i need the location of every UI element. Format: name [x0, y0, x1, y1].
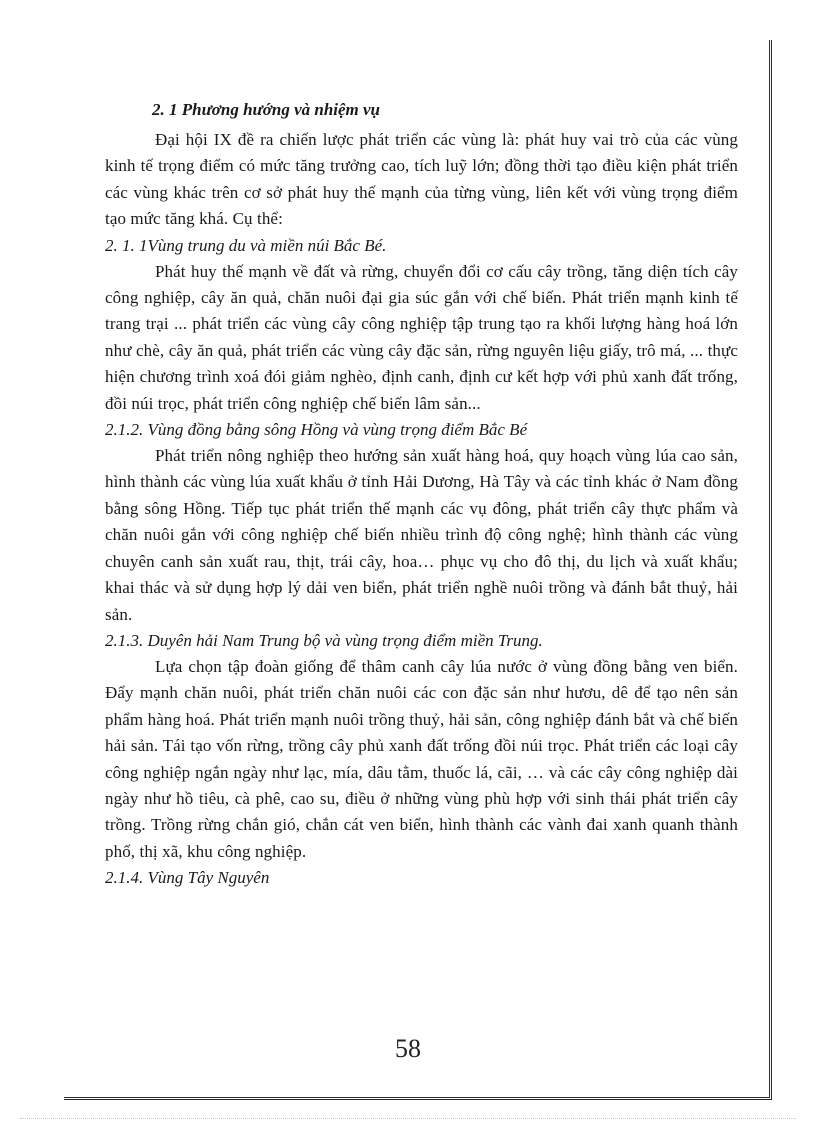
page-number: 58 [395, 1034, 421, 1063]
intro-paragraph: Đại hội IX đề ra chiến lược phát triển các vùng là: phát huy vai trò của các vùng kinh tế trọng điểm có mức tăng trưởng cao, tích luỹ lớn; đồng thời tạo điều kiện phát triển các vùng khác trên cơ sở phát huy thế mạnh của từng vùng, liên kết với vùng trọng điểm tạo mức tăng khá. Cụ thể: [105, 130, 738, 229]
subsection-paragraph-2-1-1: Phát huy thế mạnh về đất và rừng, chuyển đổi cơ cấu cây trồng, tăng diện tích cây công nghiệp, cây ăn quả, chăn nuôi đại gia súc gắn với chế biến. Phát triển mạnh kinh tế trang trại ... phát triển các vùng cây công nghiệp tập trung tạo ra khối lượng hàng hoá lớn như chè, cây ăn quả, phát triển các vùng cây đặc sản, rừng nguyên liệu giấy, trô má, ... thực hiện chương trình xoá đói giảm nghèo, định canh, định cư kết hợp với phủ xanh đất trống, đồi núi trọc, phát triển công nghiệp chế biến lâm sản... [105, 261, 738, 413]
subsection-paragraph-2-1-3: Lựa chọn tập đoàn giống để thâm canh cây lúa nước ở vùng đồng bằng ven biển. Đẩy mạnh chăn nuôi, phát triển chăn nuôi các con đặc sản như hươu, dê để tạo nên sản phẩm hàng hoá. Phát triển mạnh nuôi trồng thuỷ, hải sản, công nghiệp đánh bắt và chế biến hải sản. Tái tạo vốn rừng, trồng cây phủ xanh đất trống đồi núi trọc. Phát triển các loại cây công nghiệp ngắn ngày như lạc, mía, dâu tằm, thuốc lá, cãi, … và các cây công nghiệp dài ngày như hồ tiêu, cà phê, cao su, điều ở những vùng phù hợp với sinh thái phát triển cây trồng. Trồng rừng chắn gió, chắn cát ven biển, hình thành các vành đai xanh quanh thành phố, thị xã, khu công nghiệp. [105, 656, 738, 861]
subsection-heading-2-1-4: 2.1.4. Vùng Tây Nguyên [105, 868, 270, 888]
subsection-paragraph-2-1-2: Phát triển nông nghiệp theo hướng sản xuất hàng hoá, quy hoạch vùng lúa cao sản, hình thành các vùng lúa xuất khẩu ở tỉnh Hải Dương, Hà Tây và các tỉnh khác ở Nam đồng bằng sông Hồng. Tiếp tục phát triển thế mạnh các vụ đông, phát triển cây thực phẩm và chăn nuôi gắn với công nghiệp chế biến nhiều trình độ công nghệ; hình thành các vùng chuyên canh sản xuất rau, thịt, trái cây, hoa… phục vụ cho đô thị, du lịch và xuất khẩu; khai thác và sử dụng hợp lý dải ven biển, phát triển nghề nuôi trồng và đánh bắt thuỷ, hải sản. [105, 446, 738, 624]
section-heading: 2. 1 Phương hướng và nhiệm vụ [152, 100, 381, 119]
subsection-heading-2-1-3: 2.1.3. Duyên hải Nam Trung bộ và vùng trọng điểm miền Trung. [105, 630, 543, 650]
subsection-heading-2-1-1: 2. 1. 1Vùng trung du và miền núi Bắc Bé. [105, 235, 387, 255]
document-body [105, 97, 738, 891]
subsection-heading-2-1-2: 2.1.2. Vùng đồng bằng sông Hồng và vùng trọng điểm Bắc Bé [105, 420, 528, 440]
page-bottom-divider [20, 1118, 796, 1119]
